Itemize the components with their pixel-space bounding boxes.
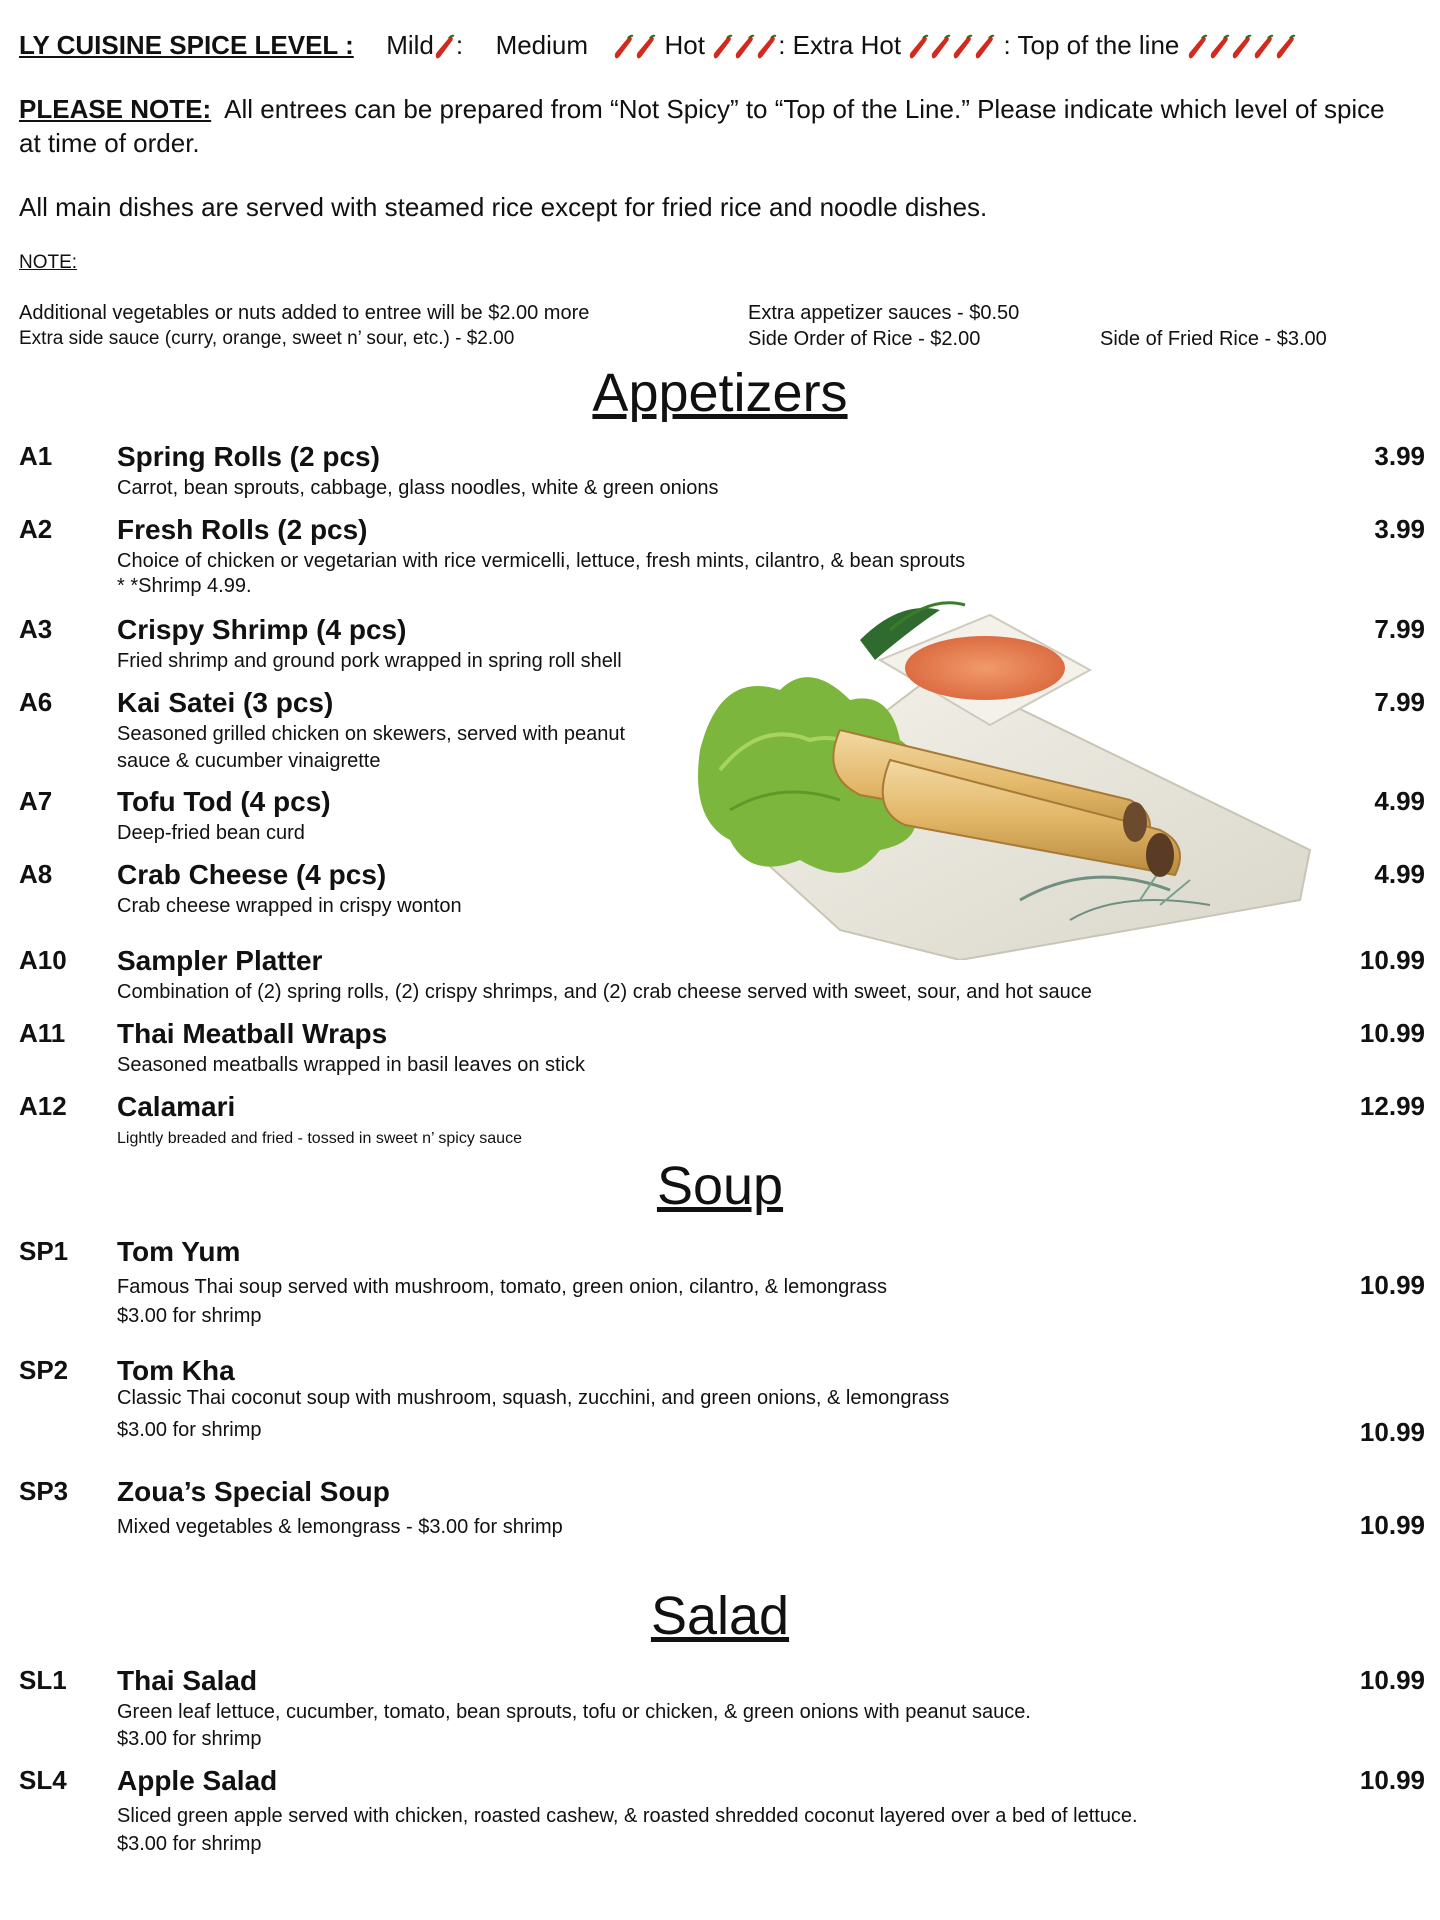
item-code: A12 bbox=[19, 1091, 67, 1121]
item-price: 7.99 bbox=[1374, 614, 1425, 644]
item-price: 10.99 bbox=[1359, 1270, 1425, 1300]
item-price: 10.99 bbox=[1359, 1665, 1425, 1695]
chili-pepper-icon bbox=[1231, 34, 1253, 60]
side-order-rice: Side Order of Rice - $2.00 bbox=[748, 328, 981, 350]
item-description: Carrot, bean sprouts, cabbage, glass noodles, white & green onions bbox=[117, 477, 719, 499]
item-price: 4.99 bbox=[1374, 859, 1425, 889]
chili-pepper-icon bbox=[756, 34, 778, 60]
item-description: $3.00 for shrimp bbox=[117, 1728, 262, 1750]
item-code: A7 bbox=[19, 786, 53, 816]
item-code: A2 bbox=[19, 514, 53, 544]
item-name: Zoua’s Special Soup bbox=[117, 1476, 390, 1507]
chili-pepper-icon bbox=[1187, 34, 1209, 60]
item-name: Kai Satei (3 pcs) bbox=[117, 687, 334, 718]
item-price: 10.99 bbox=[1359, 1018, 1425, 1048]
spice-medium-label: Medium bbox=[495, 30, 589, 60]
item-description: Green leaf lettuce, cucumber, tomato, bean sprouts, tofu or chicken, & green onions with peanut sauce. bbox=[117, 1701, 1031, 1723]
chili-pepper-icon bbox=[734, 34, 756, 60]
item-code: SP2 bbox=[19, 1355, 69, 1385]
item-description: Famous Thai soup served with mushroom, tomato, green onion, cilantro, & lemongrass bbox=[117, 1276, 887, 1298]
chili-pepper-icon bbox=[930, 34, 952, 60]
extra-veg-nuts: Additional vegetables or nuts added to entree will be $2.00 more bbox=[19, 302, 590, 324]
chili-pepper-icon bbox=[635, 34, 657, 60]
item-description: Sliced green apple served with chicken, roasted cashew, & roasted shredded coconut layered over a bed of lettuce. bbox=[117, 1805, 1138, 1827]
item-name: Tofu Tod (4 pcs) bbox=[117, 786, 331, 817]
extra-side-sauce: Extra side sauce (curry, orange, sweet n’ sour, etc.) - $2.00 bbox=[19, 328, 515, 349]
item-price: 10.99 bbox=[1359, 1765, 1425, 1795]
item-description: $3.00 for shrimp bbox=[117, 1305, 262, 1327]
item-description: Choice of chicken or vegetarian with rice vermicelli, lettuce, fresh mints, cilantro, & bean sprouts bbox=[117, 550, 966, 572]
item-code: A6 bbox=[19, 687, 53, 717]
item-name: Tom Kha bbox=[117, 1355, 235, 1386]
item-description: Classic Thai coconut soup with mushroom, squash, zucchini, and green onions, & lemongrass bbox=[117, 1387, 950, 1409]
item-price: 12.99 bbox=[1359, 1091, 1425, 1121]
item-name: Calamari bbox=[117, 1091, 236, 1122]
please-note bbox=[19, 92, 1399, 160]
item-name: Apple Salad bbox=[117, 1765, 278, 1796]
item-name: Crab Cheese (4 pcs) bbox=[117, 859, 387, 890]
item-description: * *Shrimp 4.99. bbox=[117, 575, 252, 597]
item-code: A11 bbox=[19, 1018, 66, 1048]
item-description: sauce & cucumber vinaigrette bbox=[117, 750, 381, 772]
chili-pepper-icon-group-medium bbox=[613, 30, 657, 60]
item-description: Fried shrimp and ground pork wrapped in spring roll shell bbox=[117, 650, 622, 672]
item-name: Fresh Rolls (2 pcs) bbox=[117, 514, 368, 545]
chili-pepper-icon-group-hot bbox=[712, 30, 778, 60]
item-code: SL4 bbox=[19, 1765, 67, 1795]
item-name: Thai Meatball Wraps bbox=[117, 1018, 388, 1049]
item-code: SP3 bbox=[19, 1476, 69, 1506]
item-name: Tom Yum bbox=[117, 1236, 241, 1267]
item-price: 3.99 bbox=[1374, 441, 1425, 471]
spice-extra-hot-label: Extra Hot bbox=[792, 30, 902, 60]
item-price: 3.99 bbox=[1374, 514, 1425, 544]
chili-pepper-icon-group-top bbox=[1187, 30, 1297, 60]
item-description: Seasoned grilled chicken on skewers, served with peanut bbox=[117, 723, 626, 745]
spice-level-line: LY CUISINE SPICE LEVEL : Mild : Medium Hot : Extra Hot : Top of the line bbox=[19, 30, 1297, 61]
item-name: Spring Rolls (2 pcs) bbox=[117, 441, 380, 472]
soup-title: Soup bbox=[656, 1156, 784, 1216]
chili-pepper-icon-group-extra-hot bbox=[908, 30, 996, 60]
item-code: SL1 bbox=[19, 1665, 67, 1695]
appetizers-title: Appetizers bbox=[592, 363, 848, 423]
spring-rolls-photo bbox=[690, 600, 1330, 960]
please-note-label: PLEASE NOTE: bbox=[19, 94, 212, 124]
extra-appetizer-sauces: Extra appetizer sauces - $0.50 bbox=[748, 302, 1020, 324]
item-code: A10 bbox=[19, 945, 67, 975]
item-price: 7.99 bbox=[1374, 687, 1425, 717]
item-price: 10.99 bbox=[1359, 945, 1425, 975]
chili-pepper-icon bbox=[613, 34, 635, 60]
spice-mild-label: Mild bbox=[386, 30, 434, 60]
spice-top-label: Top of the line bbox=[1017, 30, 1180, 60]
please-note-text: All entrees can be prepared from “Not Spicy” to “Top of the Line.” Please indicate which level of spice at time of order. bbox=[19, 94, 1385, 158]
item-description: Combination of (2) spring rolls, (2) crispy shrimps, and (2) crab cheese served with sweet, sour, and hot sauce bbox=[117, 981, 1092, 1003]
item-name: Crispy Shrimp (4 pcs) bbox=[117, 614, 407, 645]
item-code: A8 bbox=[19, 859, 53, 889]
item-code: A1 bbox=[19, 441, 53, 471]
note-label: NOTE: bbox=[19, 252, 78, 273]
item-description: $3.00 for shrimp bbox=[117, 1833, 262, 1855]
chili-pepper-icon bbox=[908, 34, 930, 60]
chili-pepper-icon-group-mild bbox=[434, 30, 456, 60]
item-price: 10.99 bbox=[1359, 1510, 1425, 1540]
item-code: A3 bbox=[19, 614, 53, 644]
item-description: Deep-fried bean curd bbox=[117, 822, 305, 844]
chili-pepper-icon bbox=[1275, 34, 1297, 60]
chili-pepper-icon bbox=[1209, 34, 1231, 60]
item-name: Thai Salad bbox=[117, 1665, 258, 1696]
chili-pepper-icon bbox=[1253, 34, 1275, 60]
salad-title: Salad bbox=[650, 1586, 790, 1646]
item-description: $3.00 for shrimp bbox=[117, 1419, 262, 1441]
chili-pepper-icon bbox=[952, 34, 974, 60]
rice-note: All main dishes are served with steamed rice except for fried rice and noodle dishes. bbox=[19, 192, 988, 222]
item-price: 4.99 bbox=[1374, 786, 1425, 816]
chili-pepper-icon bbox=[434, 34, 456, 60]
chili-pepper-icon bbox=[712, 34, 734, 60]
item-price: 10.99 bbox=[1359, 1417, 1425, 1447]
item-description: Seasoned meatballs wrapped in basil leaves on stick bbox=[117, 1054, 586, 1076]
item-code: SP1 bbox=[19, 1236, 69, 1266]
item-name: Sampler Platter bbox=[117, 945, 323, 976]
item-description: Lightly breaded and fried - tossed in sweet n’ spicy sauce bbox=[117, 1130, 522, 1147]
spice-level-label: LY CUISINE SPICE LEVEL : bbox=[19, 30, 354, 60]
item-description: Crab cheese wrapped in crispy wonton bbox=[117, 895, 462, 917]
spice-hot-label: Hot bbox=[664, 30, 705, 60]
side-fried-rice: Side of Fried Rice - $3.00 bbox=[1100, 328, 1327, 350]
chili-pepper-icon bbox=[974, 34, 996, 60]
item-description: Mixed vegetables & lemongrass - $3.00 for shrimp bbox=[117, 1516, 563, 1538]
